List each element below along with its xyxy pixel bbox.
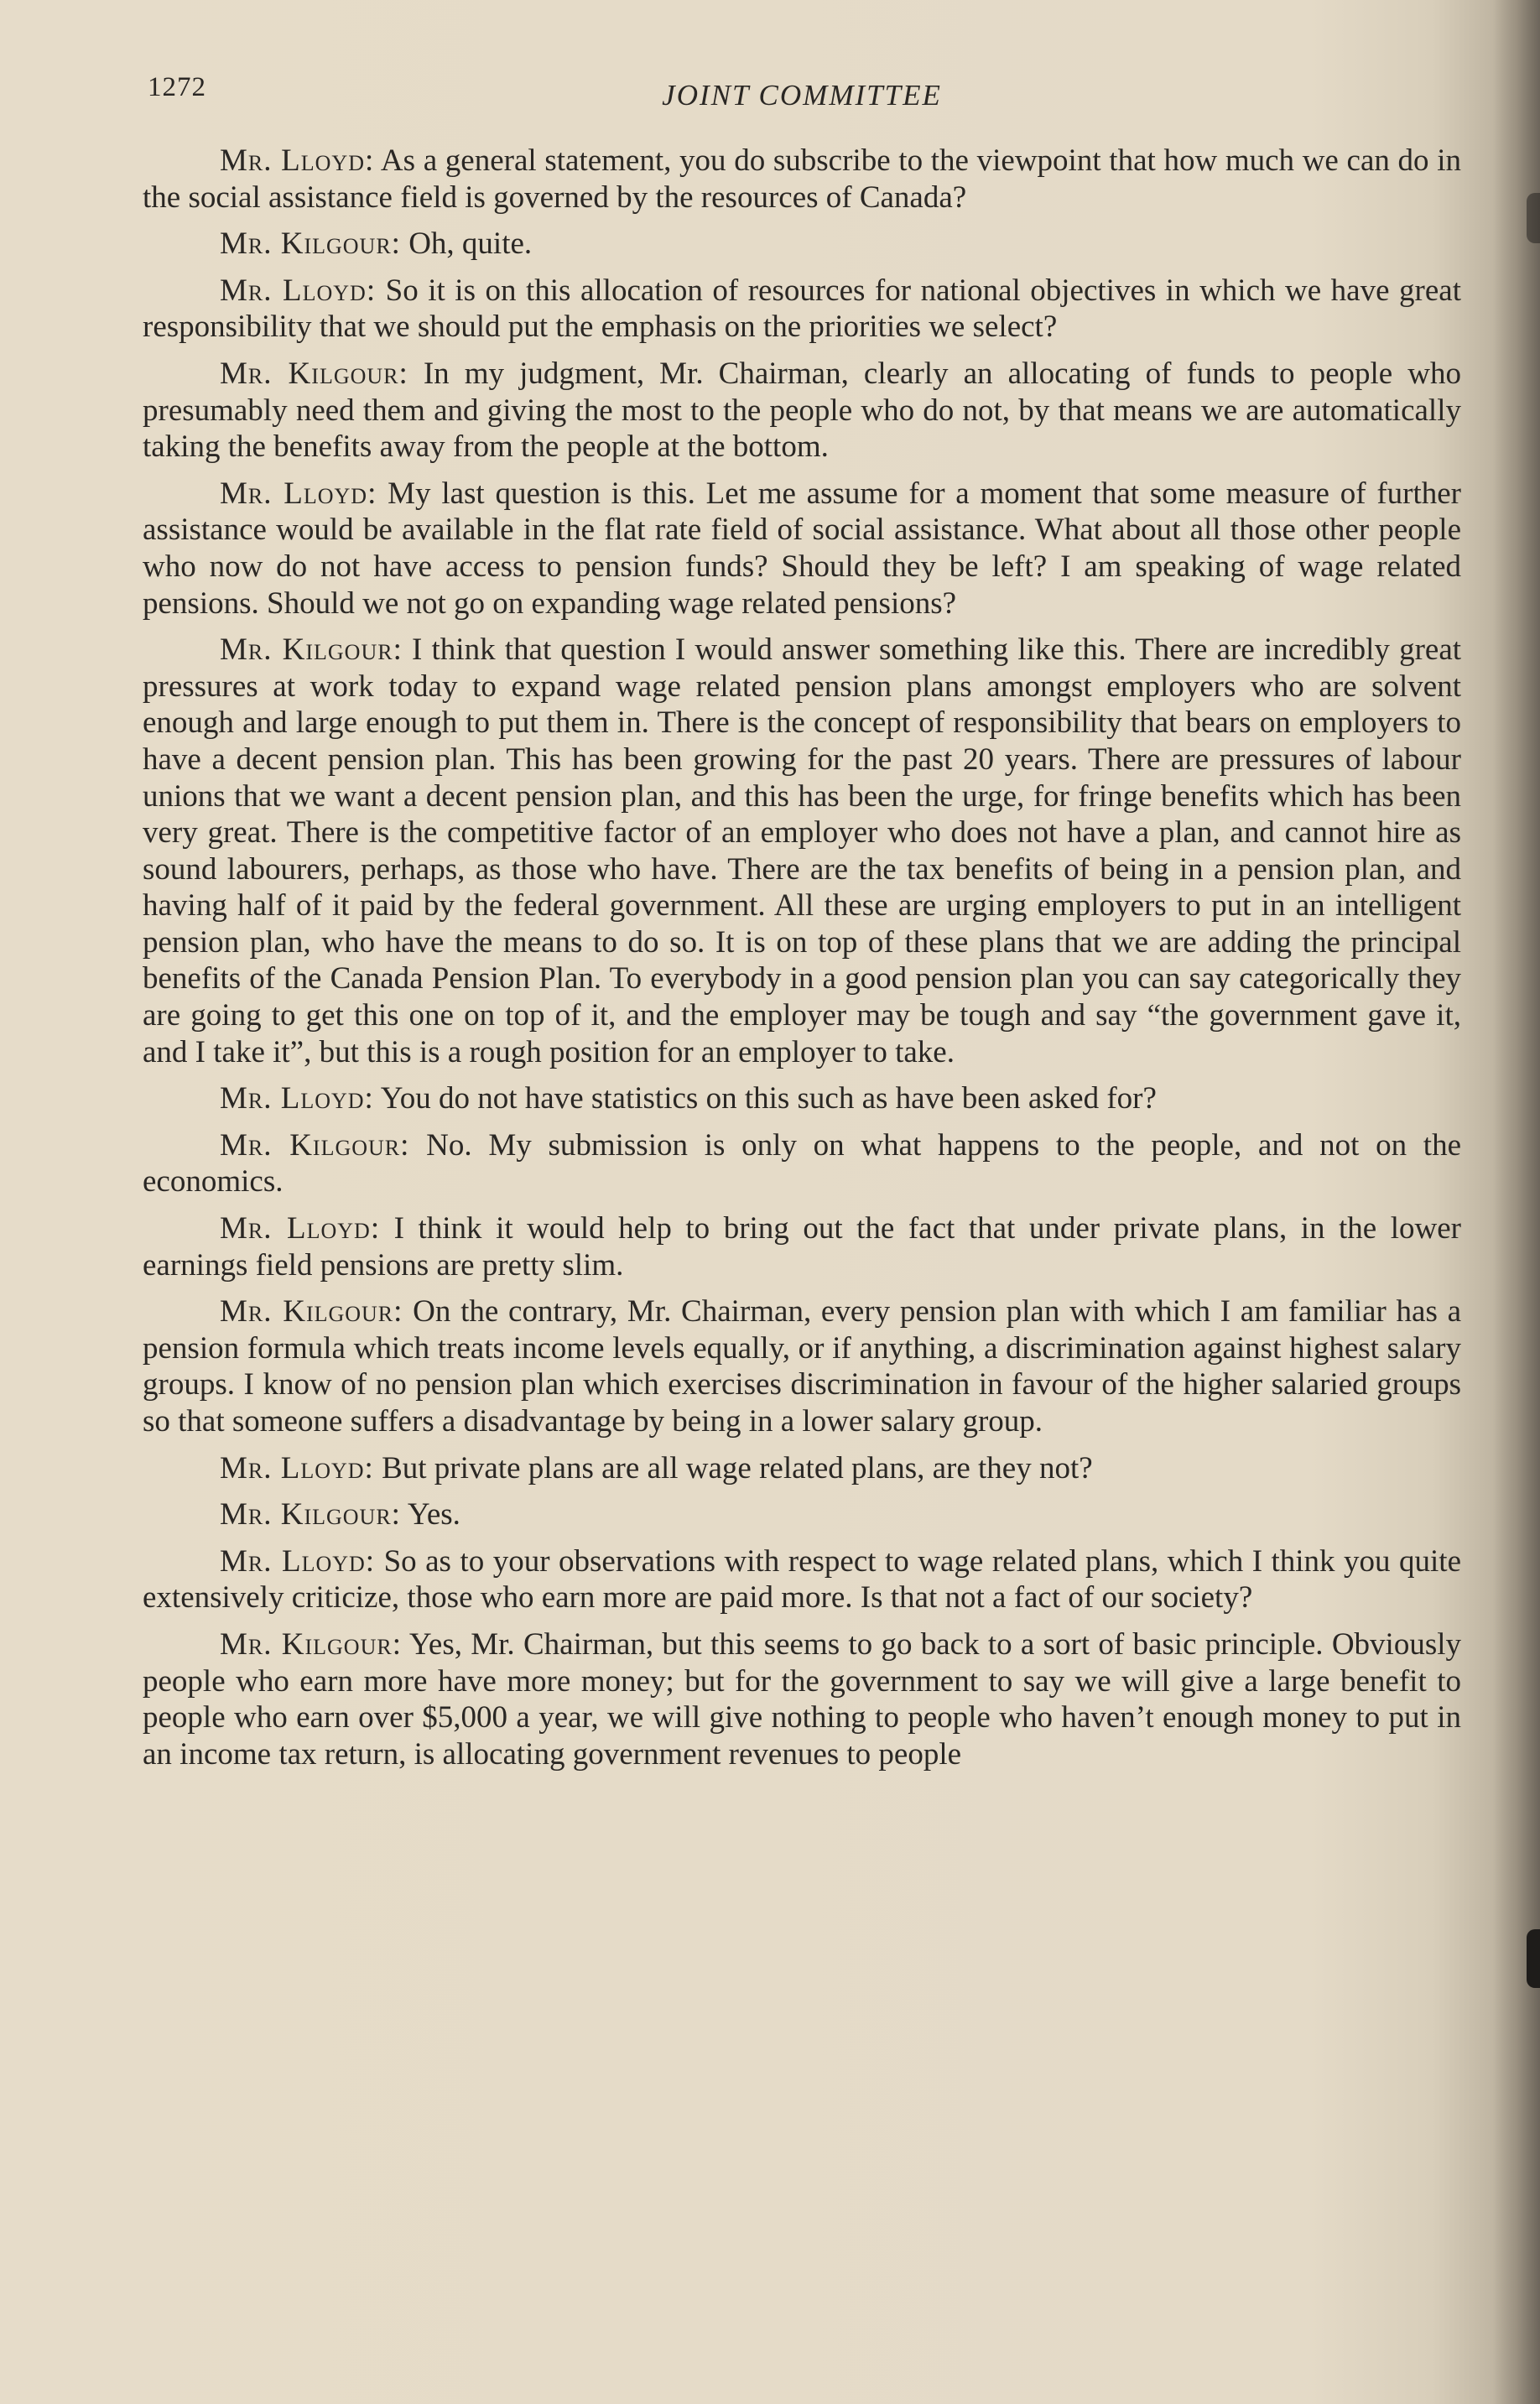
paragraph-text: But private plans are all wage related plans, are they not? bbox=[382, 1450, 1093, 1486]
binding-mark bbox=[1527, 1929, 1540, 1988]
paragraph bbox=[143, 273, 1461, 346]
paragraph bbox=[143, 226, 1461, 263]
speaker-name: Mr. Lloyd: bbox=[220, 476, 377, 511]
speaker-name: Mr. Kilgour: bbox=[220, 1294, 403, 1329]
paragraph-text: So as to your observations with respect to wage related plans, which I think you quite extensively criticize, those who earn more are paid more. Is that not a fact of our society? bbox=[143, 1543, 1461, 1616]
paragraph bbox=[143, 1626, 1461, 1772]
speaker-name: Mr. Kilgour: bbox=[220, 1497, 401, 1532]
speaker-name: Mr. Kilgour: bbox=[220, 356, 408, 391]
paragraph bbox=[143, 632, 1461, 1070]
paragraph-text: On the contrary, Mr. Chairman, every pension plan with which I am familiar has a pension formula which treats income levels equally, or if anything, a discrimination against highest salary groups. I know of no pension plan which exercises discrimination in favour of the higher salaried groups so that someone suffers a disadvantage by being in a lower salary group. bbox=[143, 1294, 1462, 1439]
paragraph-text: In my judgment, Mr. Chairman, clearly an allocating of funds to people who presumably need them and giving the most to the people who do not, by that means we are automatically taking the benefits away from the people at the bottom. bbox=[143, 356, 1462, 465]
paragraph bbox=[143, 143, 1461, 216]
page-header bbox=[148, 72, 1456, 122]
paragraph-text: You do not have statistics on this such as have been asked for? bbox=[380, 1081, 1157, 1116]
binding-mark bbox=[1527, 193, 1540, 243]
paragraph-text: Yes. bbox=[407, 1497, 460, 1532]
page-number: 1272 bbox=[148, 72, 206, 102]
paragraph-text: No. My submission is only on what happens to the people, and not on the economics. bbox=[143, 1127, 1461, 1199]
paragraph-text: Oh, quite. bbox=[408, 226, 533, 262]
paragraph-text: Yes, Mr. Chairman, but this seems to go back to a sort of basic principle. Obviously people who earn more have more money; but for the government to say we will give a large benefit to people who earn over $5,000 a year, we will give nothing to people who haven’t enough money to put in an income tax return, is allocating government revenues to people bbox=[143, 1626, 1461, 1772]
paragraph bbox=[143, 356, 1461, 466]
paragraph bbox=[143, 1080, 1461, 1117]
paragraph bbox=[143, 1127, 1461, 1200]
speaker-name: Mr. Kilgour: bbox=[220, 1127, 410, 1163]
paragraph-text: I think it would help to bring out the fact that under private plans, in the lower earnings field pensions are pretty slim. bbox=[143, 1211, 1461, 1283]
paragraph bbox=[143, 476, 1461, 622]
speaker-name: Mr. Kilgour: bbox=[220, 632, 403, 668]
paragraph-text: I think that question I would answer something like this. There are incredibly great pressures at work today to expand wage related pension plans amongst employers who are solvent enough and large enough to put them in. There is the concept of responsibility that bears on employers to have a decent pension plan. This has been growing for the past 20 years. There are pressures of labour unions that we want a decent pension plan, and this has been the urge, for fringe benefits which has been very great. There is the competitive factor of an employer who does not have a plan, and cannot hire as sound labourers, perhaps, as those who have. There are the tax benefits of being in a pension plan, and having half of it paid by the federal government. All these are urging employers to put in an intelligent pension plan, who have the means to do so. It is on top of these plans that we are adding the principal benefits of the Canada Pension Plan. To everybody in a good pension plan you can say categorically they are going to get this one on top of it, and the employer may be tough and say “the government gave it, and I take it”, but this is a rough position for an employer to take. bbox=[143, 632, 1462, 1069]
paragraph bbox=[143, 1293, 1461, 1439]
speaker-name: Mr. Lloyd: bbox=[220, 1211, 381, 1246]
speaker-name: Mr. Lloyd: bbox=[220, 143, 375, 178]
paragraph bbox=[143, 1496, 1461, 1533]
paragraph bbox=[143, 1210, 1461, 1283]
speaker-name: Mr. Lloyd: bbox=[220, 1543, 376, 1579]
speaker-name: Mr. Lloyd: bbox=[220, 273, 377, 308]
paragraph bbox=[143, 1450, 1461, 1487]
speaker-name: Mr. Lloyd: bbox=[220, 1450, 374, 1486]
paragraph-text: So it is on this allocation of resources for national objectives in which we have great responsibility that we should put the emphasis on the priorities we select? bbox=[143, 273, 1461, 345]
speaker-name: Mr. Lloyd: bbox=[220, 1081, 374, 1116]
paragraph-text: My last question is this. Let me assume for a moment that some measure of further assistance would be available in the flat rate field of social assistance. What about all those other people who now do not have access to pension funds? Should they be left? I am speaking of wage related pensions. Should we not go on expanding wage related pensions? bbox=[143, 476, 1462, 621]
book-spine-shadow bbox=[1493, 0, 1540, 2404]
speaker-name: Mr. Kilgour: bbox=[220, 1626, 402, 1662]
running-title: JOINT COMMITTEE bbox=[662, 79, 942, 112]
paragraph-text: As a general statement, you do subscribe to the viewpoint that how much we can do in the social assistance field is governed by the resources of Canada? bbox=[143, 143, 1461, 215]
speaker-name: Mr. Kilgour: bbox=[220, 226, 401, 262]
transcript-body bbox=[143, 143, 1461, 1782]
paragraph bbox=[143, 1543, 1461, 1616]
